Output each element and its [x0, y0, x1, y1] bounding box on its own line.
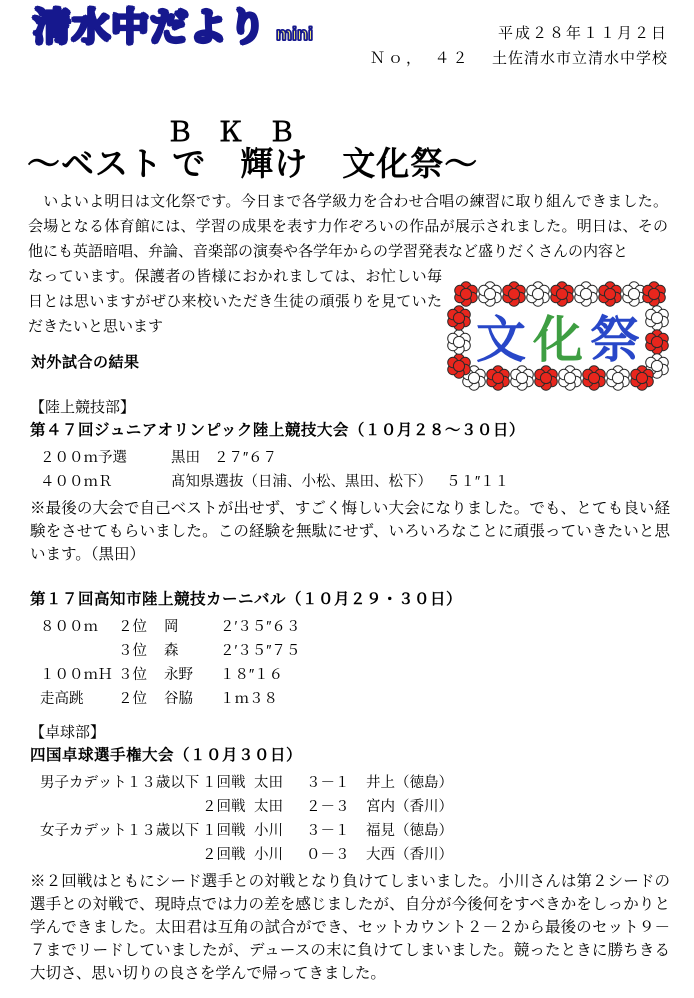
flower-white-icon [607, 366, 630, 390]
track-club-name: 【陸上競技部】 [30, 400, 136, 416]
flower-white-icon [623, 282, 646, 306]
event-cell: 走高跳 [40, 691, 84, 707]
athlete-cell: 黒田 [171, 450, 200, 466]
jr-olympic-results [30, 446, 670, 494]
player-cell: 小川 [254, 823, 283, 839]
score-cell: ０－３ [306, 847, 350, 863]
flower-red-icon [643, 282, 666, 306]
flower-red-icon [487, 366, 510, 390]
carnival-meet-title: 第１７回高知市陸上競技カーニバル（１０月２９・３０日） [30, 591, 463, 608]
culture-festival-clipart [446, 281, 670, 391]
newsletter-logo [33, 8, 313, 50]
result-row [30, 771, 670, 795]
logo-title: 清水中だより [33, 7, 268, 49]
track-comment: ※最後の大会で自己ベストが出せず、すごく悔しい大会になりました。でも、とても良い経験をさせてもらいました。この経験を無駄にせず、いろいろなことに頑張っていきたいと思います。（黒田） [30, 500, 670, 563]
table-tennis-club-section [30, 722, 670, 985]
rank-cell: ２位 [118, 619, 147, 635]
opponent-cell: 井上（徳島） [366, 775, 453, 791]
flower-white-icon [527, 282, 550, 306]
culture-festival-svg [446, 281, 670, 391]
result-row [30, 687, 670, 711]
logo-mini-label: mini [276, 24, 314, 44]
athlete-cell: 谷脇 [164, 691, 193, 707]
opponent-cell: 宮内（香川） [366, 799, 453, 815]
event-cell: ４００ｍＲ [40, 474, 113, 490]
result-row [30, 470, 670, 494]
category-cell: 男子カデット１３歳以下 [40, 775, 200, 791]
athlete-cell: 森 [164, 643, 179, 659]
table-tennis-results [30, 771, 670, 867]
clipart-char-bun: 文 [476, 312, 526, 368]
athlete-cell: 永野 [164, 667, 193, 683]
flower-white-icon [575, 282, 598, 306]
flower-white-icon [511, 366, 534, 390]
title-acronym: ＢＫＢ [166, 117, 319, 147]
intro-paragraph-wrapped: なっています。保護者の皆様におかれましては、お忙しい毎日とは思いますがぜひ来校いただき生徒の頑張りを見ていただきたいと思います [28, 269, 442, 335]
flower-red-icon [599, 282, 622, 306]
athlete-cell: 岡 [164, 619, 179, 635]
opponent-cell: 福見（徳島） [366, 823, 453, 839]
rank-cell: ３位 [118, 643, 147, 659]
event-cell: ８００ｍ [40, 619, 98, 635]
intro-paragraph-full: いよいよ明日は文化祭です。今日まで各学級力を合わせ合唱の練習に取り組んできました。会場となる体育館には、学習の成果を表す力作ぞろいの作品が展示されました。明日は、その他にも英語暗唱、弁論、音楽部の演奏や各学年からの学習発表など盛りだくさんの内容と [28, 194, 668, 260]
opponent-cell: 大西（香川） [366, 847, 453, 863]
clipart-char-sai: 祭 [590, 312, 640, 368]
flower-red-icon [631, 366, 654, 390]
flower-white-icon [646, 306, 669, 330]
school-name: 土佐清水市立清水中学校 [491, 51, 668, 67]
table-tennis-meet-title: 四国卓球選手権大会（１０月３０日） [30, 747, 303, 764]
flower-red-icon [448, 354, 471, 378]
track-club-section [30, 397, 670, 711]
athlete-cell: 髙知県選抜（日浦、小松、黒田、松下） [171, 474, 432, 490]
flower-red-icon [646, 330, 669, 354]
result-row [30, 843, 670, 867]
page-title: ～ベスト で 輝け 文化祭～ [27, 147, 479, 183]
player-cell: 小川 [254, 847, 283, 863]
flower-red-icon [455, 282, 478, 306]
rank-cell: ３位 [118, 667, 147, 683]
flower-red-icon [535, 366, 558, 390]
round-cell: ２回戦 [202, 799, 246, 815]
score-cell: ３－１ [306, 823, 350, 839]
record-cell: １ｍ３８ [220, 691, 278, 707]
event-cell: １００ｍＨ [40, 667, 113, 683]
record-cell: ２′３５″６３ [220, 619, 301, 635]
record-cell: ２′３５″７５ [220, 643, 301, 659]
table-tennis-comment: ※２回戦はともにシード選手との対戦となり負けてしまいました。小川さんは第２シードの選手との対戦で、現時点では力の差を感じましたが、自分が今後何をすべきかをしっかりと学んできました。太田君は互角の試合ができ、セットカウント２－２から最後のセット９－７までリードしていましたが、デュースの末に負けてしまいました。競ったときに勝ちきる大切さ、思い切りの良さを学んで帰ってきました。 [30, 873, 670, 982]
jr-olympic-meet-title: 第４７回ジュニアオリンピック陸上競技大会（１０月２８～３０日） [30, 422, 525, 439]
player-cell: 太田 [254, 775, 283, 791]
score-cell: ３－１ [306, 775, 350, 791]
results-section-heading: 対外試合の結果 [31, 354, 140, 371]
flower-red-icon [583, 366, 606, 390]
issue-date: 平成２８年１１月２日 [497, 26, 668, 42]
round-cell: １回戦 [202, 775, 246, 791]
category-cell: 女子カデット１３歳以下 [40, 823, 200, 839]
round-cell: ２回戦 [202, 847, 246, 863]
result-row [30, 795, 670, 819]
result-row [30, 615, 670, 639]
rank-cell: ２位 [118, 691, 147, 707]
record-cell: ５１″１１ [446, 474, 510, 490]
flower-red-icon [503, 282, 526, 306]
score-cell: ２－３ [306, 799, 350, 815]
round-cell: １回戦 [202, 823, 246, 839]
player-cell: 太田 [254, 799, 283, 815]
result-row [30, 663, 670, 687]
flower-red-icon [448, 306, 471, 330]
table-tennis-club-name: 【卓球部】 [30, 725, 106, 741]
clipart-char-ka: 化 [533, 312, 583, 368]
issue-number: Ｎｏ， ４２ [370, 51, 471, 67]
flower-red-icon [551, 282, 574, 306]
flower-white-icon [448, 330, 471, 354]
event-cell: ２００ｍ予選 [40, 450, 127, 466]
result-row [30, 819, 670, 843]
result-row [30, 639, 670, 663]
flower-white-icon [559, 366, 582, 390]
record-cell: １８″１６ [220, 667, 284, 683]
carnival-results [30, 615, 670, 711]
record-cell: ２７″６７ [214, 450, 278, 466]
flower-white-icon [479, 282, 502, 306]
result-row [30, 446, 670, 470]
